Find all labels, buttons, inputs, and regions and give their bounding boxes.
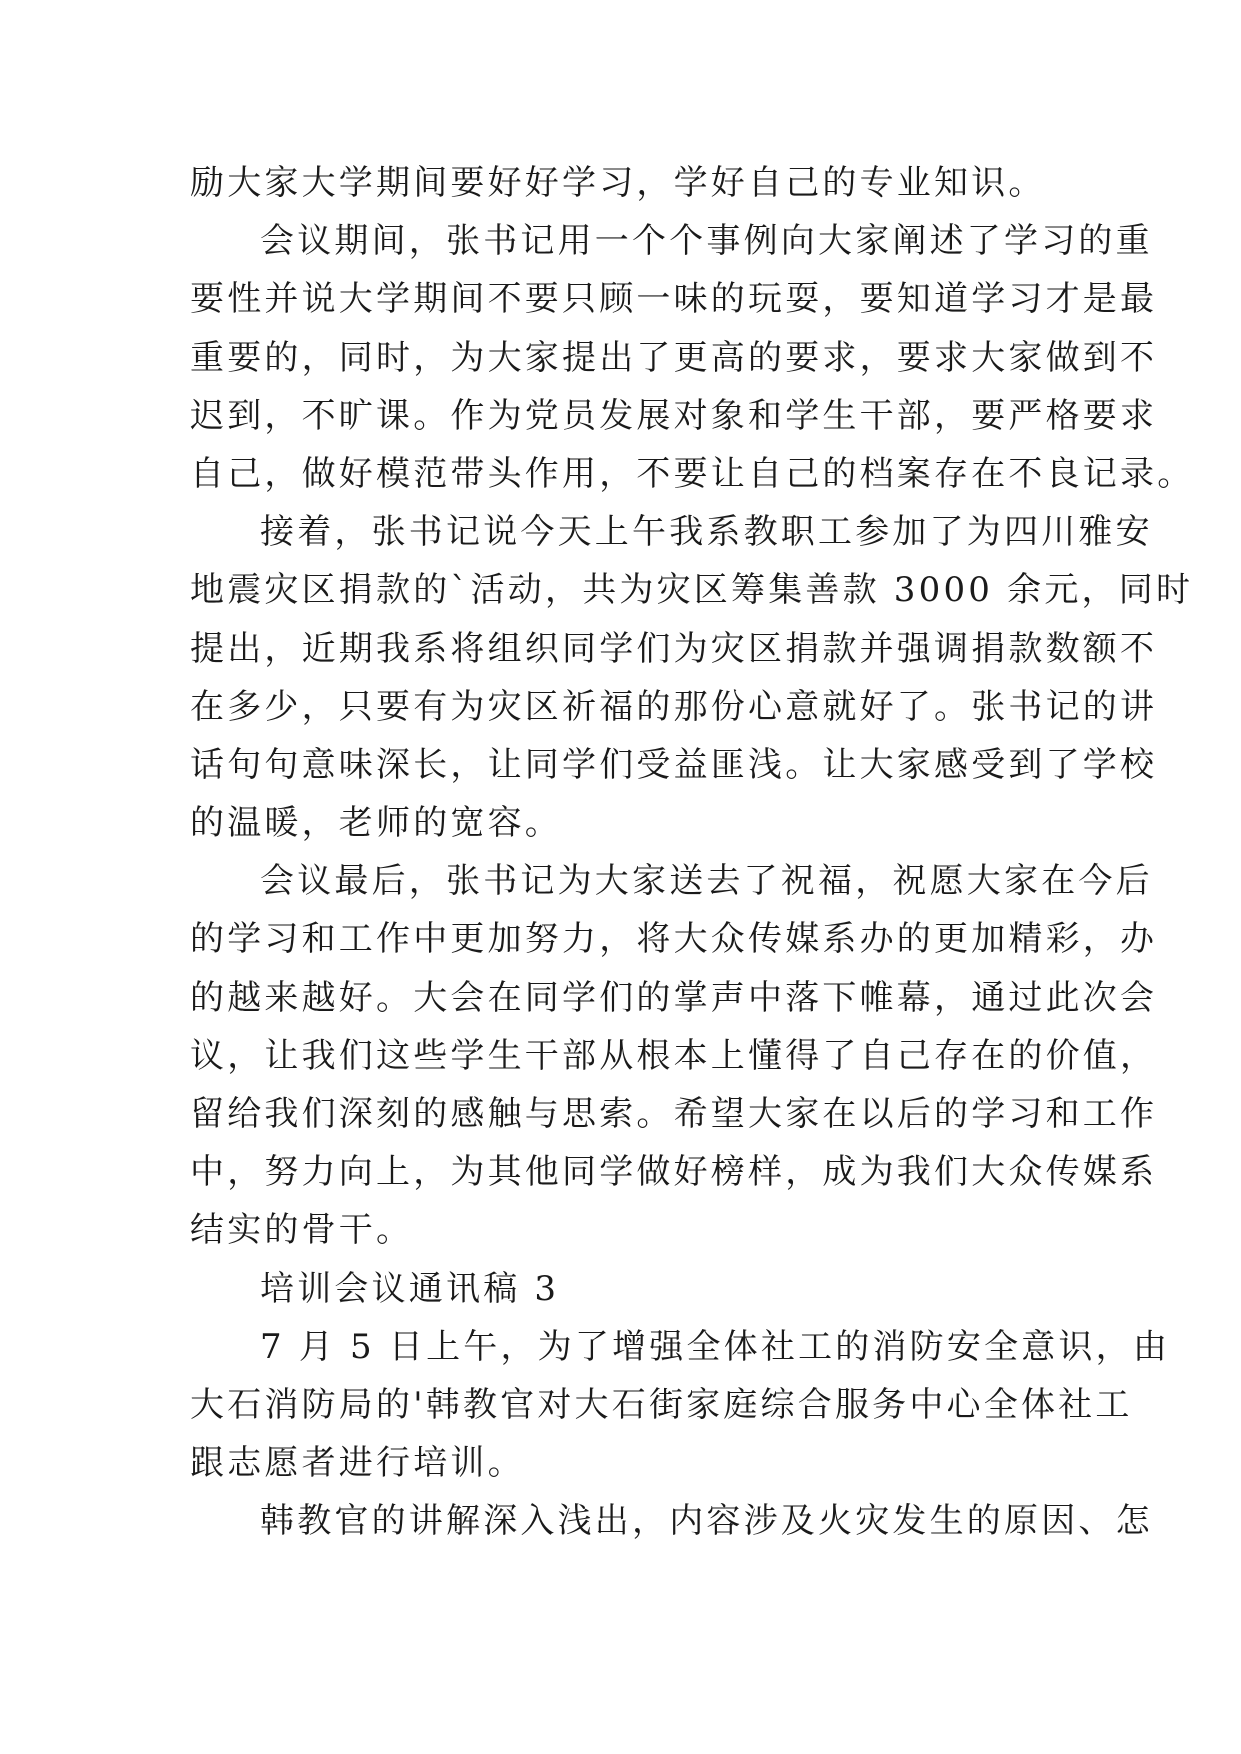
- paragraph-start-line: 会议最后，张书记为大家送去了祝福，祝愿大家在今后: [260, 861, 1153, 902]
- text-line: 地震灾区捐款的`活动，共为灾区筹集善款 3000 余元，同时: [190, 570, 1194, 611]
- text-line: 在多少，只要有为灾区祈福的那份心意就好了。张书记的讲: [190, 686, 1158, 727]
- text-line: 跟志愿者进行培训。: [190, 1443, 525, 1484]
- paragraph-start-line: 会议期间，张书记用一个个事例向大家阐述了学习的重: [260, 221, 1153, 262]
- text-line: 重要的，同时，为大家提出了更高的要求，要求大家做到不: [190, 337, 1158, 378]
- text-line: 留给我们深刻的感触与思索。希望大家在以后的学习和工作: [190, 1094, 1158, 1134]
- text-line: 大石消防局的'韩教官对大石街家庭综合服务中心全体社工: [190, 1384, 1133, 1425]
- text-line: 励大家大学期间要好好学习，学好自己的专业知识。: [190, 163, 1046, 203]
- text-line: 的越来越好。大会在同学们的掌声中落下帷幕，通过此次会: [190, 977, 1158, 1018]
- text-line: 的温暖，老师的宽容。: [190, 803, 562, 844]
- text-line: 结实的骨干。: [190, 1210, 414, 1251]
- text-line: 自己，做好模范带头作用，不要让自己的档案存在不良记录。: [190, 453, 1195, 494]
- text-line: 要性并说大学期间不要只顾一味的玩耍，要知道学习才是最: [190, 279, 1158, 320]
- text-line: 议，让我们这些学生干部从根本上懂得了自己存在的价值，: [190, 1035, 1158, 1076]
- text-line: 话句句意味深长，让同学们受益匪浅。让大家感受到了学校: [190, 744, 1158, 785]
- text-line: 提出，近期我系将组织同学们为灾区捐款并强调捐款数额不: [190, 628, 1158, 669]
- text-line: 迟到，不旷课。作为党员发展对象和学生干部，要严格要求: [190, 395, 1158, 436]
- document-body: [190, 154, 1195, 1551]
- paragraph-start-line: 韩教官的讲解深入浅出，内容涉及火灾发生的原因、怎: [260, 1501, 1153, 1542]
- text-line: 中，努力向上，为其他同学做好榜样，成为我们大众传媒系: [190, 1152, 1158, 1193]
- paragraph-start-line: 接着，张书记说今天上午我系教职工参加了为四川雅安: [260, 512, 1153, 553]
- text-line: 的学习和工作中更加努力，将大众传媒系办的更加精彩，办: [190, 919, 1158, 960]
- section-heading: 培训会议通讯稿 3: [260, 1268, 560, 1309]
- paragraph-start-line: 7 月 5 日上午，为了增强全体社工的消防安全意识，由: [260, 1326, 1171, 1367]
